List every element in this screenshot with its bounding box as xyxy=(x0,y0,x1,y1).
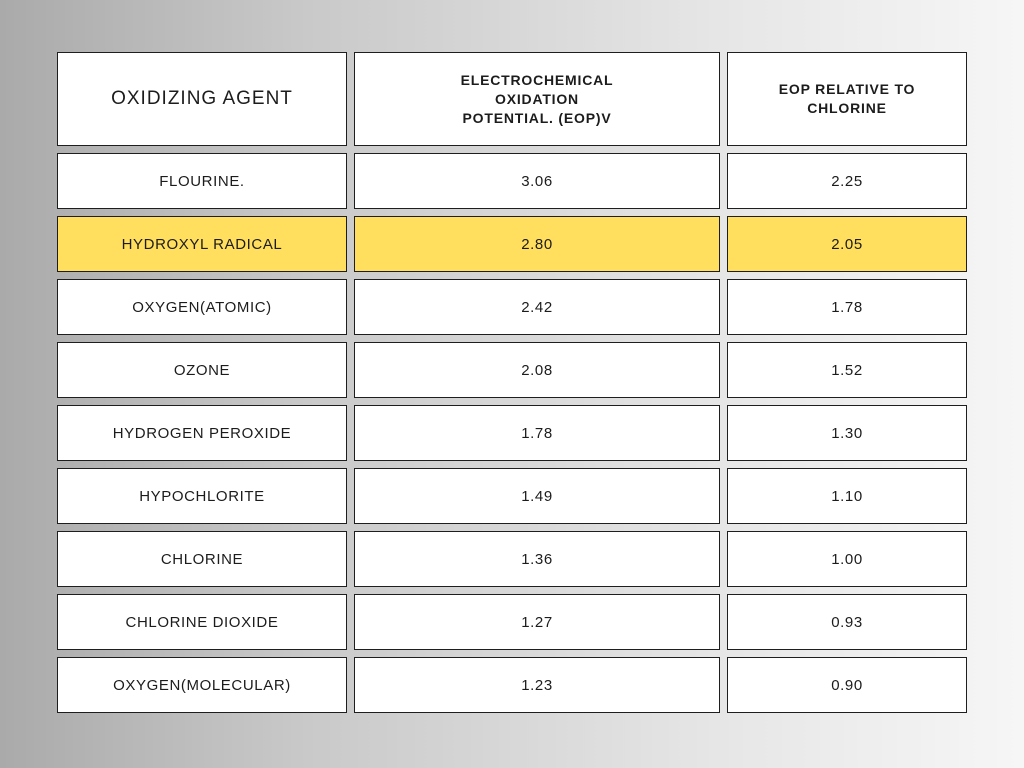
header-row xyxy=(57,52,967,146)
agent-cell: FLOURINE. xyxy=(57,153,347,209)
header-cell-eop xyxy=(354,52,720,146)
eop-relative-cell: 0.90 xyxy=(727,657,967,713)
eop-cell: 2.08 xyxy=(354,342,720,398)
eop-cell: 1.27 xyxy=(354,594,720,650)
table-row xyxy=(57,531,967,587)
table-body xyxy=(57,153,967,713)
header-line: ELECTROCHEMICAL xyxy=(460,71,614,88)
eop-relative-cell: 0.93 xyxy=(727,594,967,650)
header-line: CHLORINE xyxy=(807,100,887,116)
header-label-oxidizing-agent: OXIDIZING AGENT xyxy=(111,88,293,109)
oxidizing-agents-table xyxy=(57,52,967,720)
table-row xyxy=(57,657,967,713)
header-line: EOP RELATIVE TO xyxy=(778,81,916,97)
table-row xyxy=(57,216,967,272)
agent-cell: CHLORINE xyxy=(57,531,347,587)
header-label-eop xyxy=(461,71,614,128)
eop-relative-cell: 1.78 xyxy=(727,279,967,335)
agent-cell: HYDROXYL RADICAL xyxy=(57,216,347,272)
header-cell-oxidizing-agent xyxy=(57,52,347,146)
header-line: OXIDATION xyxy=(495,90,579,107)
table-row xyxy=(57,279,967,335)
eop-cell: 1.49 xyxy=(354,468,720,524)
agent-cell: OXYGEN(ATOMIC) xyxy=(57,279,347,335)
eop-relative-cell: 1.10 xyxy=(727,468,967,524)
table-row xyxy=(57,342,967,398)
eop-cell: 1.36 xyxy=(354,531,720,587)
eop-cell: 1.23 xyxy=(354,657,720,713)
agent-cell: HYDROGEN PEROXIDE xyxy=(57,405,347,461)
eop-cell: 2.80 xyxy=(354,216,720,272)
header-line: POTENTIAL. (EOP)V xyxy=(462,109,612,126)
eop-relative-cell: 2.05 xyxy=(727,216,967,272)
eop-cell: 3.06 xyxy=(354,153,720,209)
eop-relative-cell: 1.52 xyxy=(727,342,967,398)
agent-cell: OZONE xyxy=(57,342,347,398)
header-cell-eop-relative xyxy=(727,52,967,146)
table-row xyxy=(57,405,967,461)
agent-cell: CHLORINE DIOXIDE xyxy=(57,594,347,650)
eop-relative-cell: 1.30 xyxy=(727,405,967,461)
eop-cell: 2.42 xyxy=(354,279,720,335)
agent-cell: OXYGEN(MOLECULAR) xyxy=(57,657,347,713)
header-label-eop-relative xyxy=(779,80,915,118)
eop-relative-cell: 2.25 xyxy=(727,153,967,209)
table-row xyxy=(57,153,967,209)
eop-cell: 1.78 xyxy=(354,405,720,461)
table-row xyxy=(57,468,967,524)
agent-cell: HYPOCHLORITE xyxy=(57,468,347,524)
eop-relative-cell: 1.00 xyxy=(727,531,967,587)
table-row xyxy=(57,594,967,650)
